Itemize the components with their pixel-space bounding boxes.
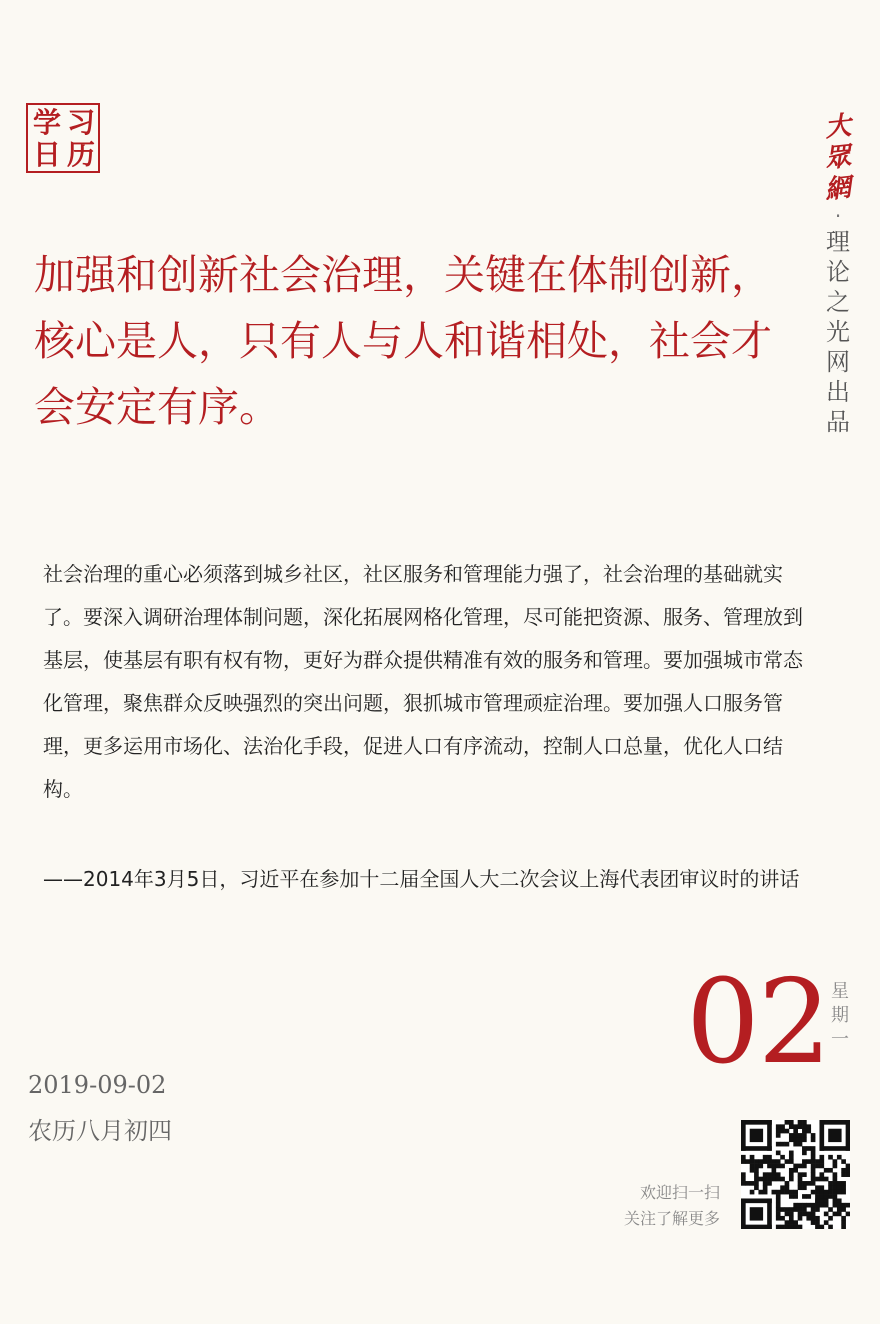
- qr-caption-line1: 欢迎扫一扫: [639, 1183, 720, 1202]
- brand-name-char: 大: [823, 110, 853, 144]
- quote-source: ——2014年3月5日，习近平在参加十二届全国人大二次会议上海代表团审议时的讲话: [43, 867, 800, 891]
- weekday-char: 一: [831, 1029, 849, 1050]
- brand-sub-char: 出: [826, 378, 850, 406]
- brand-name-char: 網: [823, 172, 853, 206]
- qr-caption: [624, 1180, 720, 1232]
- logo-char: 日: [32, 138, 61, 171]
- weekday-char: 期: [831, 1005, 849, 1026]
- quote-headline: 加强和创新社会治理，关键在体制创新，核心是人，只有人与人和谐相处，社会才会安定有序。: [34, 251, 772, 431]
- xuexi-rili-logo: [26, 103, 100, 173]
- brand-sub-char: 网: [826, 348, 850, 376]
- brand-sub-char: 光: [826, 318, 850, 346]
- logo-char: 习: [66, 106, 95, 139]
- brand-name-char: 眾: [823, 141, 853, 175]
- brand-logo-vertical: [818, 112, 858, 437]
- logo-char: 历: [66, 138, 95, 171]
- brand-sub-char: 论: [826, 258, 850, 286]
- gregorian-date: 2019-09-02: [28, 1071, 167, 1099]
- qr-code-icon[interactable]: [741, 1120, 850, 1229]
- qr-caption-line2: 关注了解更多: [623, 1209, 720, 1228]
- brand-separator: ·: [834, 204, 842, 228]
- quote-body: 社会治理的重心必须落到城乡社区，社区服务和管理能力强了，社会治理的基础就实了。要深入调研治理体制问题，深化拓展网格化管理，尽可能把资源、服务、管理放到基层，使基层有职有权有物，更好为群众提供精准有效的服务和管理。要加强城市常态化管理，聚焦群众反映强烈的突出问题，狠抓城市管理顽症治理。要加强人口服务管理，更多运用市场化、法治化手段，促进人口有序流动，控制人口总量，优化人口结构。: [43, 562, 803, 801]
- weekday-char: 星: [831, 981, 849, 1002]
- brand-sub-char: 理: [826, 228, 850, 256]
- weekday-label: [826, 980, 854, 1052]
- brand-sub-char: 品: [826, 408, 850, 436]
- logo-char: 学: [32, 106, 61, 139]
- brand-sub-char: 之: [826, 288, 850, 316]
- lunar-date: 农历八月初四: [28, 1117, 172, 1145]
- day-number: 02: [686, 955, 830, 1090]
